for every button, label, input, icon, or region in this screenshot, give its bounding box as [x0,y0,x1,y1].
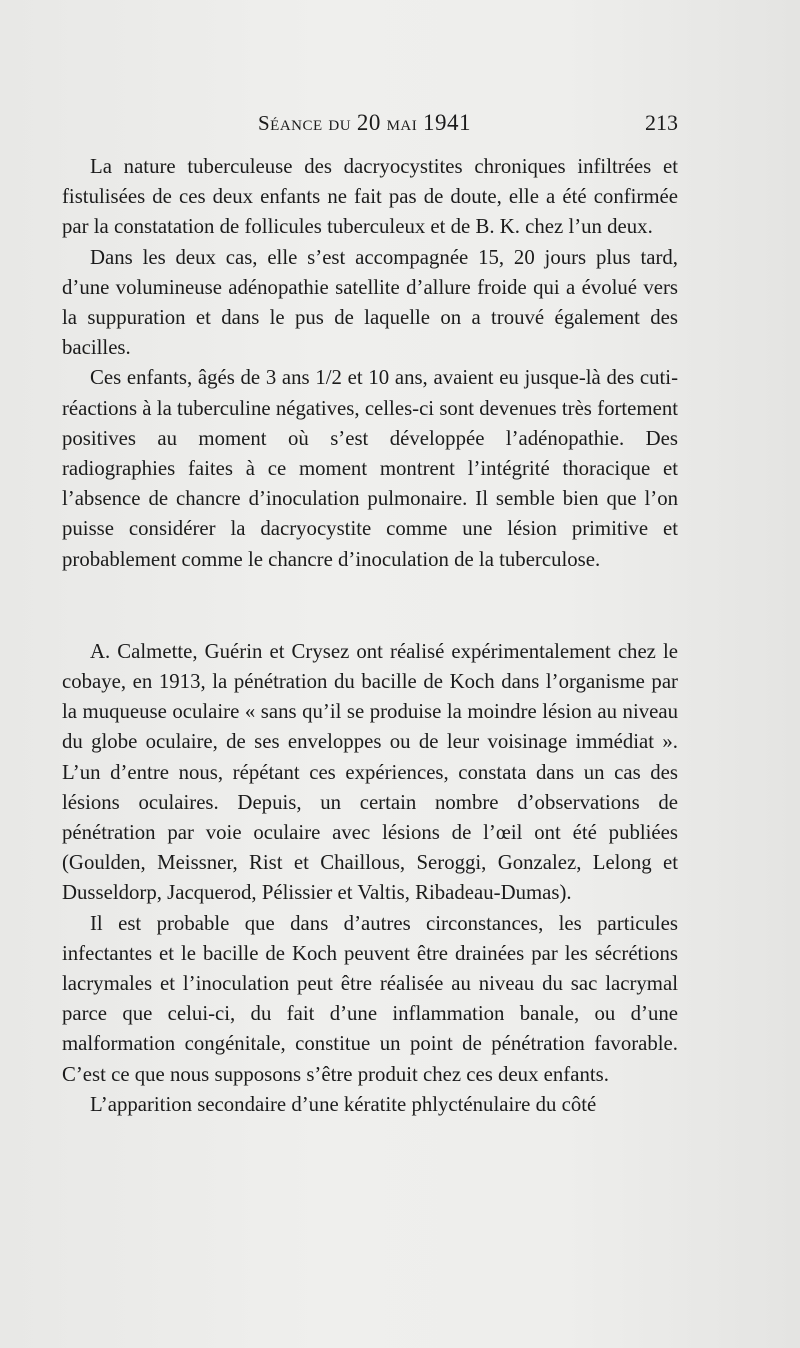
running-title-year: 1941 [423,110,472,135]
paragraph: La nature tuberculeuse des dacryocystites chroniques infiltrées et fistulisées de ces deux enfants ne fait pas de doute, elle a été confirmée par la constatation de follicules tuberculeux et de B. K. chez l’un deux. [62,155,678,239]
paragraph: Ces enfants, âgés de 3 ans 1/2 et 10 ans, avaient eu jusque-là des cuti-réactions à la tuberculine négatives, celles-ci sont devenues très fortement positives au moment où s’est développée l’adénopathie. Des radiographies faites à ce moment montrent l’intégrité thoracique et l’absence de chancre d’inoculation pulmonaire. Il semble bien que l’on puisse considérer la dacryocystite comme une lésion primitive et probablement comme le chancre d’inoculation de la tuberculose. [62,366,678,571]
paragraph: L’apparition secondaire d’une kératite phlycténulaire du côté [90,1092,597,1116]
paragraph: Dans les deux cas, elle s’est accompagnée 15, 20 jours plus tard, d’une volumineuse adénopathie satellite d’allure froide qui a évolué vers la suppuration et dans le pus de laquelle on a trouvé également des bacilles. [62,245,678,360]
running-title-day: 20 [356,110,381,135]
running-title [258,103,471,143]
body-text [62,152,678,1120]
section-gap [62,575,678,637]
running-title-month: mai [380,111,424,135]
running-head [62,103,680,143]
page-number: 213 [645,110,678,135]
running-title-prefix: Séance du [258,111,357,135]
paragraph: A. Calmette, Guérin et Crysez ont réalisé expérimentalement chez le cobaye, en 1913, la pénétration du bacille de Koch dans l’organisme par la muqueuse oculaire « sans qu’il se produise la moindre lésion au niveau du globe oculaire, de ses enveloppes ou de leur voisinage immédiat ». L’un d’entre nous, répétant ces expériences, constata dans un cas des lésions oculaires. Depuis, un certain nombre d’observations de pénétration par voie oculaire avec lésions de l’œil ont été publiées (Goulden, Meissner, Rist et Chaillous, Seroggi, Gonzalez, Lelong et Dusseldorp, Jacquerod, Pélissier et Valtis, Ribadeau-Dumas). [62,639,678,905]
paragraph: Il est probable que dans d’autres circonstances, les particules infectantes et le bacille de Koch peuvent être drainées par les sécrétions lacrymales et l’inoculation peut être réalisée au niveau du sac lacrymal parce que celui-ci, du fait d’une inflammation banale, ou d’une malformation congénitale, constitue un point de pénétration favorable. C’est ce que nous supposons s’être produit chez ces deux enfants. [62,911,678,1086]
